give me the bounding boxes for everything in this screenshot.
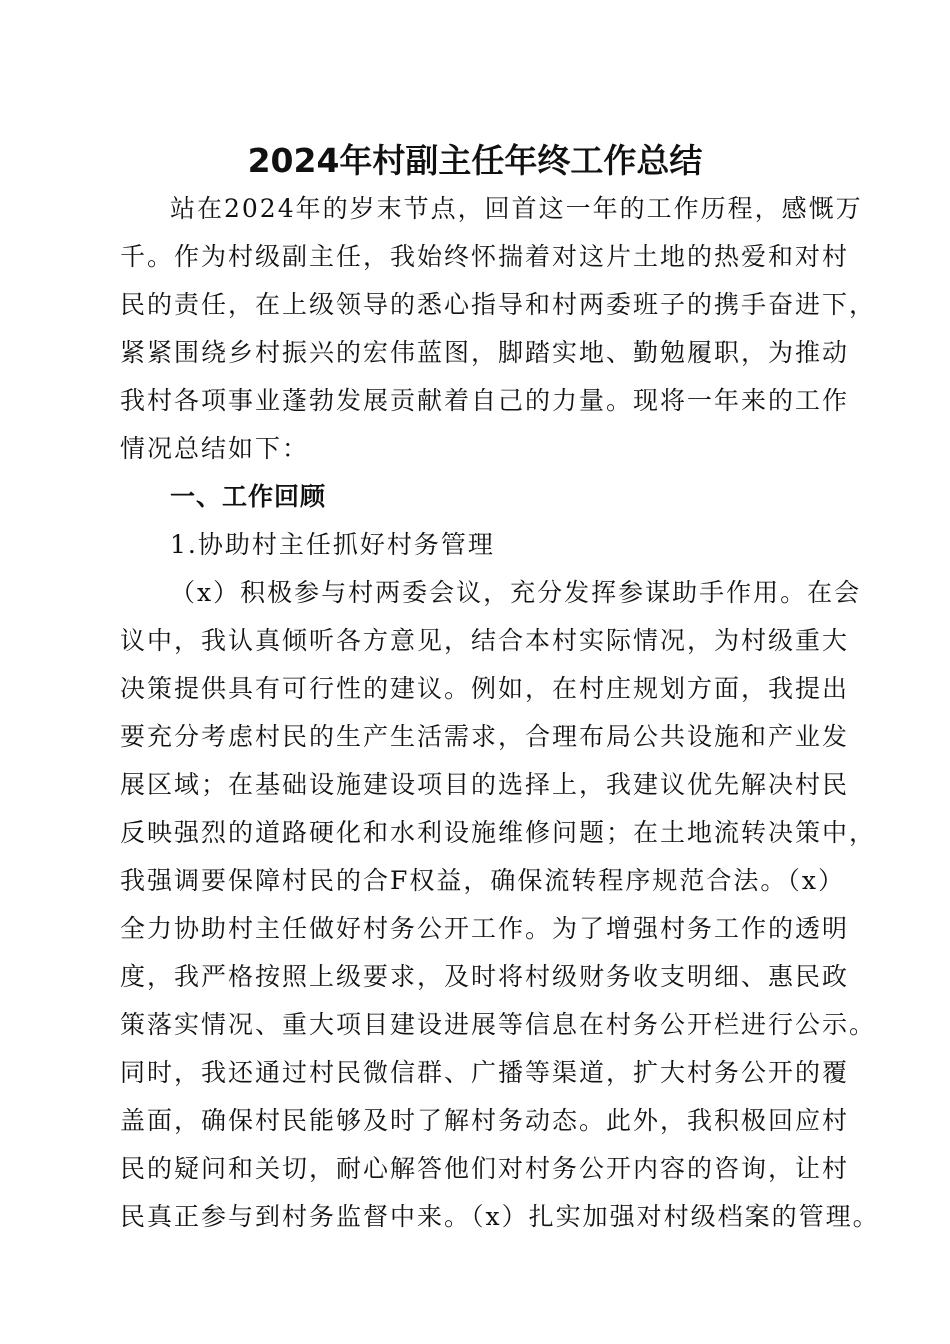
paragraph-line: 度，我严格按照上级要求，及时将村级财务收支明细、惠民政	[120, 962, 850, 991]
paragraph-line: 紧紧围绕乡村振兴的宏伟蓝图，脚踏实地、勤勉履职，为推动	[120, 338, 850, 367]
paragraph-line: 盖面，确保村民能够及时了解村务动态。此外，我积极回应村	[120, 1106, 850, 1135]
paragraph-line: 民的疑问和关切，耐心解答他们对村务公开内容的咨询，让村	[120, 1154, 850, 1183]
subsection-heading: 1.协助村主任抓好村务管理	[170, 530, 495, 559]
paragraph-line: 我村各项事业蓬勃发展贡献着自己的力量。现将一年来的工作	[120, 386, 850, 415]
paragraph-line: 千。作为村级副主任，我始终怀揣着对这片土地的热爱和对村	[120, 242, 850, 271]
section-heading: 一、工作回顾	[170, 482, 327, 511]
paragraph-line: 要充分考虑村民的生产生活需求，合理布局公共设施和产业发	[120, 722, 850, 751]
paragraph-line: 我强调要保障村民的合F权益，确保流转程序规范合法。（x）	[120, 866, 845, 895]
document-body	[120, 185, 880, 1241]
paragraph-line: 展区域；在基础设施建设项目的选择上，我建议优先解决村民	[120, 770, 850, 799]
paragraph-line: 情况总结如下：	[120, 434, 310, 463]
paragraph-line: 议中，我认真倾听各方意见，结合本村实际情况，为村级重大	[120, 626, 850, 655]
paragraph-line: 民真正参与到村务监督中来。（x）扎实加强对村级档案的管理。	[120, 1202, 880, 1231]
paragraph-line: 同时，我还通过村民微信群、广播等渠道，扩大村务公开的覆	[120, 1058, 850, 1087]
paragraph-line: 全力协助村主任做好村务公开工作。为了增强村务工作的透明	[120, 914, 850, 943]
paragraph-line: （x）积极参与村两委会议，充分发挥参谋助手作用。在会	[170, 578, 862, 607]
paragraph-line: 民的责任，在上级领导的悉心指导和村两委班子的携手奋进下，	[120, 290, 877, 319]
paragraph-line: 站在2024年的岁末节点，回首这一年的工作历程，感慨万	[170, 194, 863, 223]
paragraph-line: 反映强烈的道路硬化和水利设施维修问题；在土地流转决策中，	[120, 818, 877, 847]
document-title: 2024年村副主任年终工作总结	[247, 141, 703, 180]
paragraph-line: 策落实情况、重大项目建设进展等信息在村务公开栏进行公示。	[120, 1010, 877, 1039]
paragraph-line: 决策提供具有可行性的建议。例如，在村庄规划方面，我提出	[120, 674, 850, 703]
